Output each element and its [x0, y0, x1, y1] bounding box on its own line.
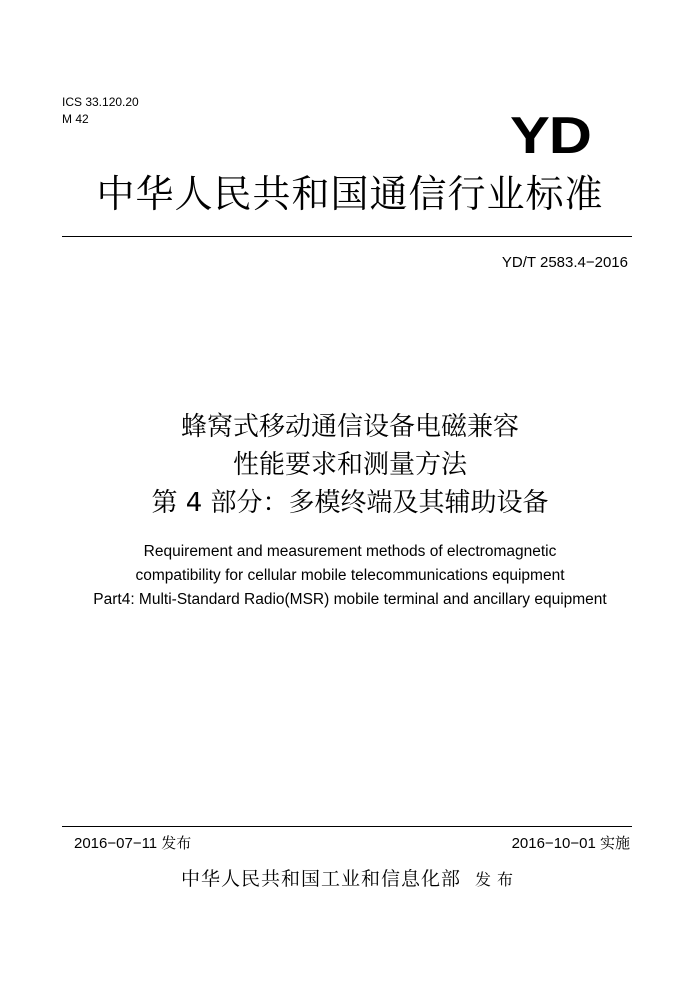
ccs-code: M 42 — [62, 112, 89, 126]
publisher — [0, 866, 700, 893]
chinese-title-line-2: 性能要求和测量方法 — [232, 450, 467, 480]
standard-number: YD/T 2583.4−2016 — [501, 254, 628, 271]
ics-code: ICS 33.120.20 — [62, 95, 139, 109]
standard-type-title: 中华人民共和国通信行业标准 — [96, 172, 604, 216]
yd-logo: YD — [510, 107, 591, 165]
english-title-line-1: Requirement and measurement methods of electromagnetic — [143, 543, 557, 560]
publisher-name: 中华人民共和国工业和信息化部 — [180, 868, 461, 890]
footer-divider — [62, 826, 632, 827]
classification-codes — [62, 94, 139, 128]
publish-date: 2016−07−11 发布 — [74, 835, 192, 852]
header-divider — [62, 236, 632, 237]
chinese-title-line-1: 蜂窝式移动通信设备电磁兼容 — [180, 412, 519, 442]
publisher-suffix: 发布 — [475, 870, 520, 889]
chinese-title-line-3: 第 4 部分：多模终端及其辅助设备 — [151, 488, 549, 518]
english-title-line-2: compatibility for cellular mobile telecommunications equipment — [135, 567, 565, 584]
chinese-title — [0, 408, 700, 522]
english-title — [0, 540, 700, 612]
english-title-line-3: Part4: Multi-Standard Radio(MSR) mobile terminal and ancillary equipment — [93, 591, 607, 608]
implement-date: 2016−10−01 实施 — [511, 835, 630, 852]
